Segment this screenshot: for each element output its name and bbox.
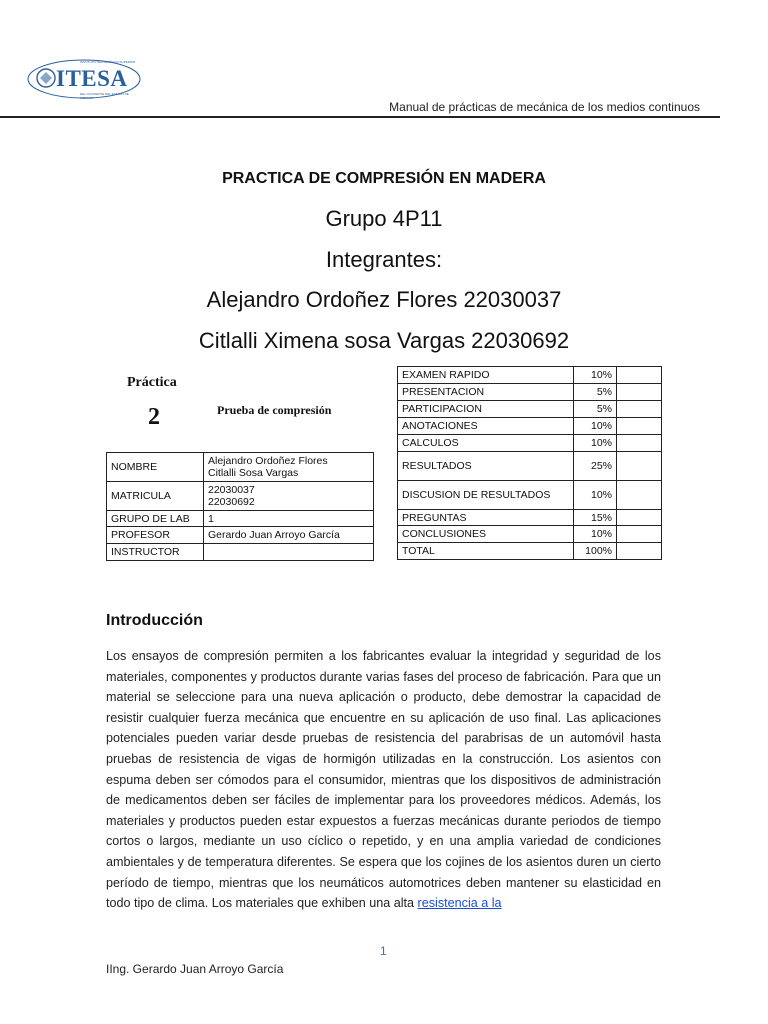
grade-item: DISCUSION DE RESULTADOS — [398, 481, 574, 510]
grade-percent: 10% — [574, 418, 617, 435]
header-divider — [0, 116, 720, 118]
student-info-table — [106, 452, 374, 561]
member-2: Citlalli Ximena sosa Vargas 22030692 — [198, 328, 570, 353]
grade-item: PARTICIPACION — [398, 401, 574, 418]
grade-item: PREGUNTAS — [398, 510, 574, 526]
info-value-line: 22030692 — [208, 496, 255, 508]
table-row — [107, 544, 374, 561]
table-row — [398, 510, 662, 526]
grading-table — [397, 366, 662, 560]
info-value — [204, 453, 374, 482]
info-value: Gerardo Juan Arroyo García — [204, 527, 374, 544]
table-row — [107, 527, 374, 544]
grade-score — [617, 543, 662, 560]
info-value — [204, 482, 374, 511]
grade-item: CONCLUSIONES — [398, 526, 574, 543]
page-number: 1 — [380, 944, 387, 958]
grade-score — [617, 384, 662, 401]
grade-item: EXAMEN RAPIDO — [398, 367, 574, 384]
grade-percent: 10% — [574, 367, 617, 384]
grade-item: RESULTADOS — [398, 452, 574, 481]
grade-score — [617, 435, 662, 452]
info-value — [204, 544, 374, 561]
info-label: MATRICULA — [107, 482, 204, 511]
info-label: GRUPO DE LAB — [107, 511, 204, 527]
grade-item: PRESENTACION — [398, 384, 574, 401]
intro-paragraph — [106, 646, 661, 914]
manual-title: Manual de prácticas de mecánica de los medios continuos — [389, 100, 700, 114]
resistance-link[interactable]: resistencia a la — [417, 896, 502, 911]
info-value-line: 22030037 — [208, 484, 255, 496]
table-row — [398, 452, 662, 481]
practica-name: Prueba de compresión — [217, 403, 332, 417]
table-row — [398, 367, 662, 384]
grade-percent: 10% — [574, 526, 617, 543]
grade-item: ANOTACIONES — [398, 418, 574, 435]
info-label: NOMBRE — [107, 453, 204, 482]
grade-score — [617, 418, 662, 435]
footer-author: IIng. Gerardo Juan Arroyo García — [106, 962, 284, 976]
grade-score — [617, 510, 662, 526]
logo-text: ITESA — [56, 66, 128, 91]
table-row — [398, 526, 662, 543]
grade-score — [617, 452, 662, 481]
table-row — [398, 435, 662, 452]
grade-percent: 100% — [574, 543, 617, 560]
grade-percent: 10% — [574, 481, 617, 510]
table-row — [107, 482, 374, 511]
info-label: INSTRUCTOR — [107, 544, 204, 561]
grade-percent: 5% — [574, 401, 617, 418]
info-label: PROFESOR — [107, 527, 204, 544]
grade-score — [617, 367, 662, 384]
itesa-logo — [26, 58, 144, 100]
grade-score — [617, 481, 662, 510]
practice-title: PRACTICA DE COMPRESIÓN EN MADERA — [222, 170, 546, 187]
practica-label: Práctica — [127, 375, 177, 390]
logo-tiny-text-bottom: DEL OCCIDENTE DEL ESTADO DE HIDALGO — [80, 92, 129, 100]
table-row — [398, 543, 662, 560]
table-row — [107, 511, 374, 527]
members-label: Integrantes: — [325, 247, 443, 272]
member-1: Alejandro Ordoñez Flores 22030037 — [206, 287, 562, 312]
info-value: 1 — [204, 511, 374, 527]
grade-percent: 25% — [574, 452, 617, 481]
table-row — [398, 481, 662, 510]
grade-percent: 15% — [574, 510, 617, 526]
table-row — [398, 401, 662, 418]
grade-score — [617, 526, 662, 543]
grade-percent: 10% — [574, 435, 617, 452]
intro-body: Los ensayos de compresión permiten a los fabricantes evaluar la integridad y seguridad de los materiales, componentes y productos durante varias fases del proceso de fabricación. Para que un material se seleccione para una nueva aplicación o producto, debe demostrar la capacidad de resistir cualquier fuerza mecánica que encuentre en su aplicación de uso final. Las aplicaciones potenciales pueden variar desde pruebas de resistencia del parabrisas de un automóvil hasta pruebas de resistencia de vigas de hormigón utilizadas en la construcción. Los asientos con espuma deben ser cómodos para el consumidor, mientras que los dispositivos de administración de medicamentos deben ser fáciles de implementar para los proveedores médicos. Además, los materiales y productos pueden estar expuestos a fuerzas mecánicas durante periodos de tiempo cortos o largos, mediante un uso cíclico o repetido, y en una amplia variedad de condiciones ambientales y de temperatura diferentes. Se espera que los cojines de los asientos duren un cierto período de tiempo, mientras que los neumáticos automotrices deben mantener su elasticidad en todo tipo de clima. Los materiales que exhiben una alta — [106, 649, 661, 911]
info-value-line: Citlalli Sosa Vargas — [208, 467, 299, 479]
grade-score — [617, 401, 662, 418]
info-value-line: Alejandro Ordoñez Flores — [208, 455, 328, 467]
table-row — [398, 418, 662, 435]
grade-item: TOTAL — [398, 543, 574, 560]
grade-percent: 5% — [574, 384, 617, 401]
grade-item: CALCULOS — [398, 435, 574, 452]
table-row — [398, 384, 662, 401]
intro-heading: Introducción — [106, 612, 203, 629]
table-row — [107, 453, 374, 482]
practica-number: 2 — [148, 404, 160, 430]
group-label: Grupo 4P11 — [325, 206, 443, 231]
logo-tiny-text-top: INSTITUTO TECNOLÓGICO SUPERIOR — [80, 60, 136, 64]
